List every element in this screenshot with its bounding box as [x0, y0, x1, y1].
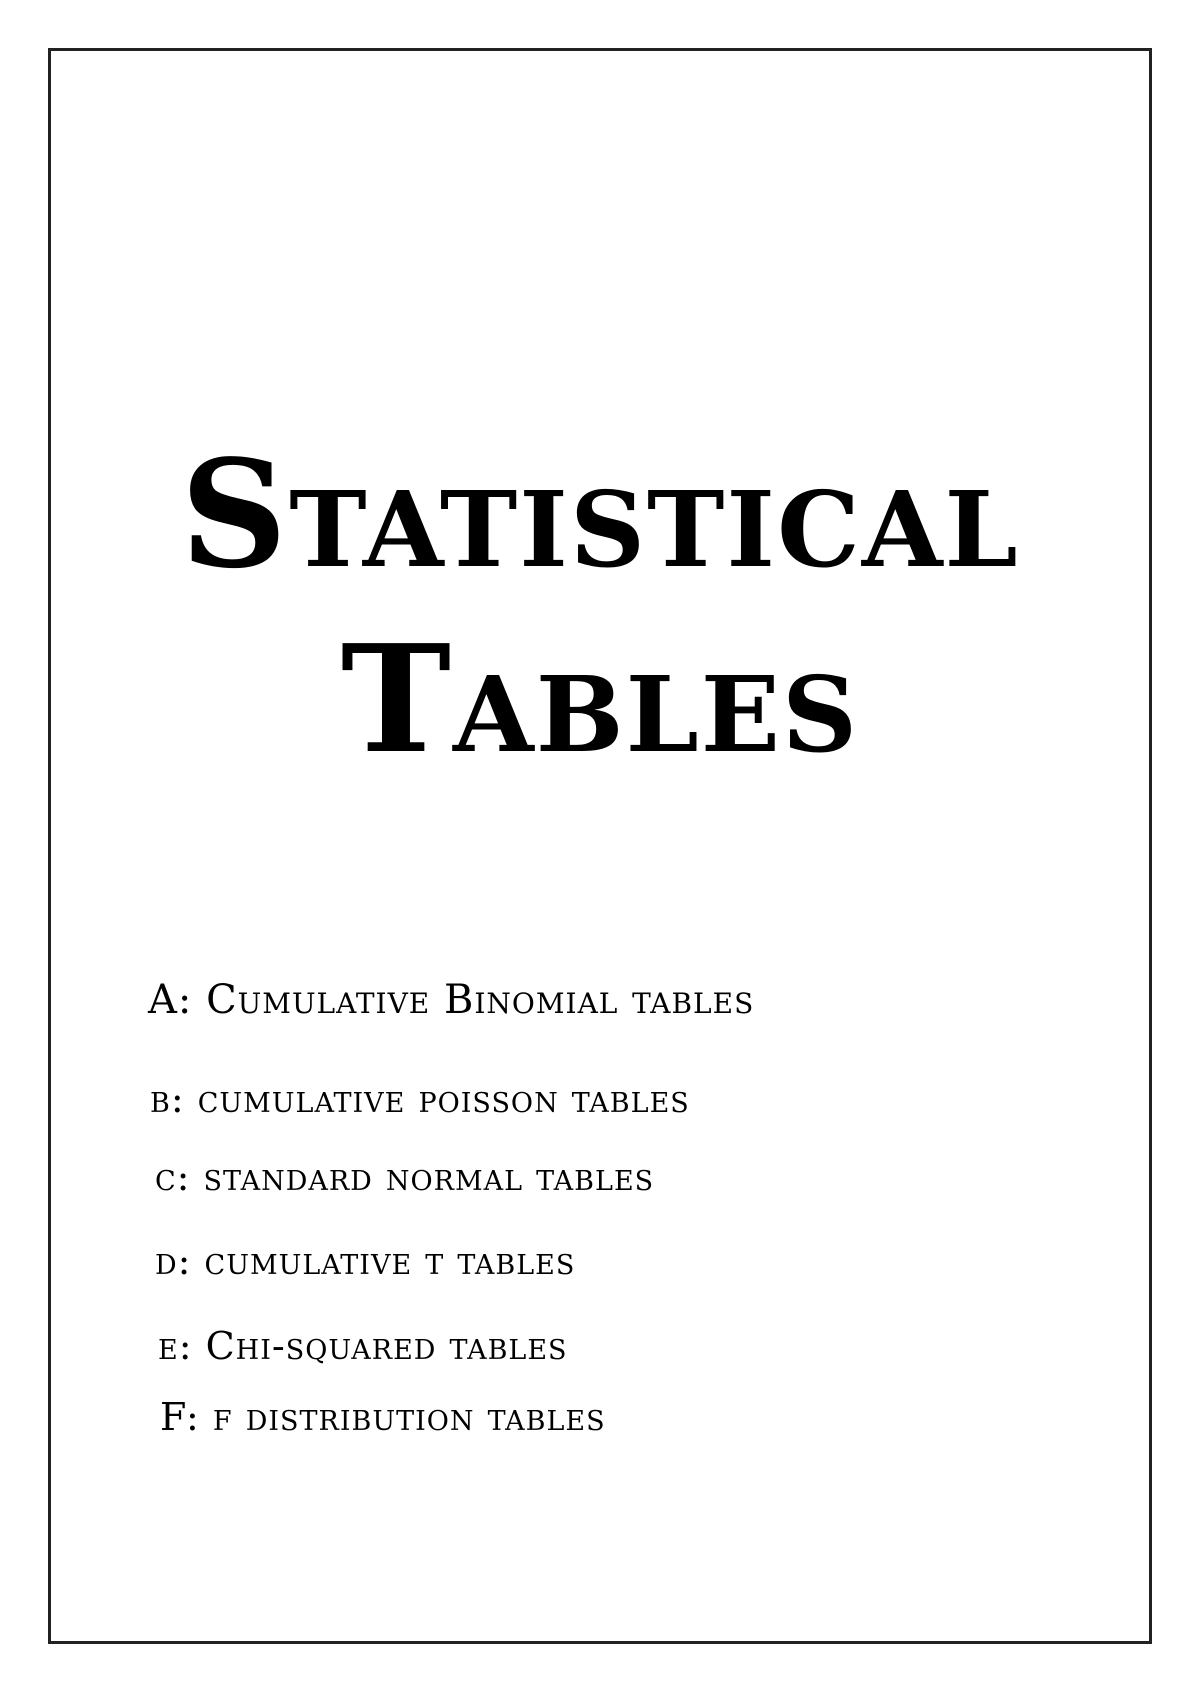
title-line-2: Tables	[340, 612, 860, 786]
title-line-1: Statistical	[180, 427, 1020, 601]
contents-item-e: e: Chi-squared tables	[158, 1324, 568, 1368]
contents-item-c: c: standard normal tables	[155, 1155, 655, 1199]
contents-item-f: F: f distribution tables	[160, 1395, 606, 1439]
contents-item-d: d: cumulative t tables	[155, 1239, 576, 1283]
contents-item-b: b: cumulative poisson tables	[150, 1077, 690, 1121]
contents-item-a: A: Cumulative Binomial tables	[148, 977, 755, 1023]
